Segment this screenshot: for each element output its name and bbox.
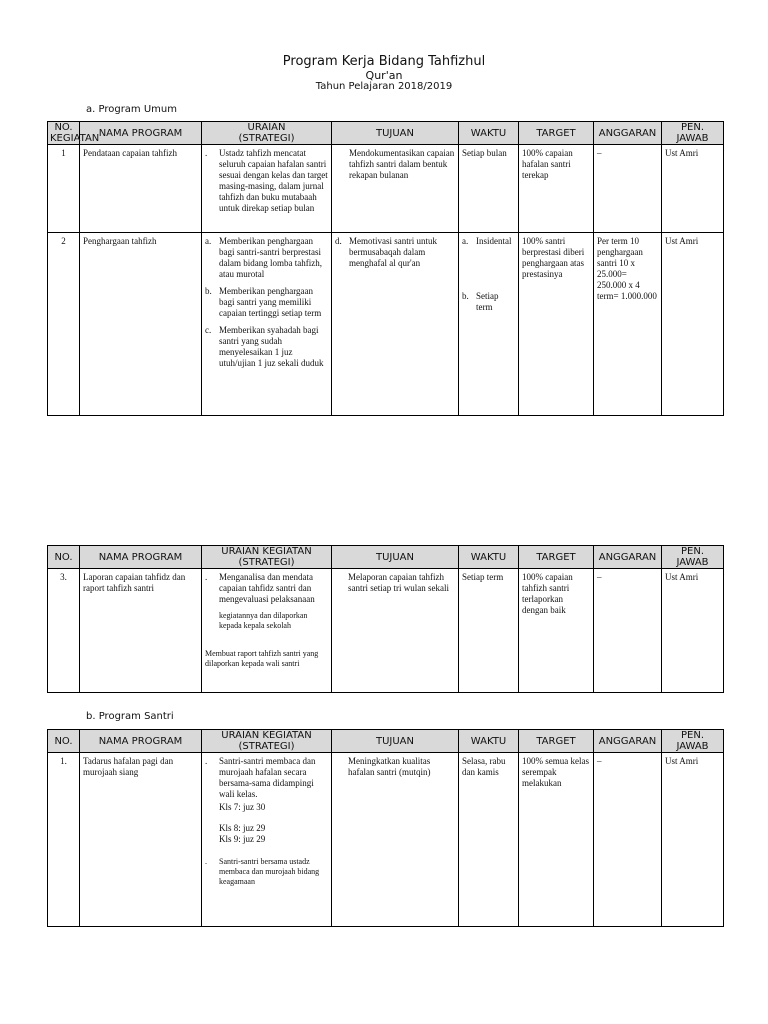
row-tujuan: Meningkatkan kualitas hafalan santri (mutqin) — [332, 753, 459, 927]
uraian-text: Ustadz tahfizh mencatat seluruh capaian hafalan santri sesuai dengan kelas dan target masing-masing, dalam jurnal tahfizh dan buku mutabaah untuk direkap setiap bulan — [219, 148, 328, 213]
header-pen-jawab: PEN. JAWAB — [662, 122, 724, 145]
uraian-text: Membuat raport tahfizh santri yang dilaporkan kepada wali santri — [205, 649, 319, 668]
program-umum-table — [47, 121, 724, 416]
uraian-text: Menganalisa dan mendata capaian tahfidz santri dan mengevaluasi pelaksanaan — [219, 572, 315, 604]
header-tujuan: TUJUAN — [332, 546, 459, 569]
row-target: 100% capaian hafalan santri terekap — [519, 145, 594, 233]
row-waktu: Setiap term — [459, 569, 519, 693]
header-kegiatan-label: KEGIATAN — [50, 133, 100, 144]
tujuan-marker: d. — [335, 236, 342, 246]
row-nama-program: Pendataan capaian tahfizh — [80, 145, 202, 233]
row-tujuan — [332, 233, 459, 416]
uraian-marker: a. — [205, 236, 212, 246]
waktu-marker: b. — [462, 291, 469, 301]
row-anggaran: – — [594, 569, 662, 693]
tujuan-text: Memotivasi santri untuk bermusabaqah dalam menghafal al qur'an — [349, 236, 437, 268]
table-row — [48, 753, 724, 927]
row-no: 3. — [48, 569, 80, 693]
header-uraian-label: URAIAN KEGIATAN — [221, 546, 312, 557]
row-uraian — [202, 233, 332, 416]
header-uraian — [202, 122, 332, 145]
waktu-text: Insidental — [476, 236, 512, 246]
row-pen-jawab: Ust Amri — [662, 569, 724, 693]
header-anggaran: ANGGARAN — [594, 730, 662, 753]
uraian-text: Kls 7: juz 30 — [219, 802, 266, 812]
waktu-item — [462, 291, 515, 313]
uraian-marker: . — [205, 148, 208, 158]
uraian-marker: . — [205, 857, 207, 866]
uraian-item — [205, 823, 328, 834]
section-a-label: a. Program Umum — [86, 104, 177, 115]
header-tujuan: TUJUAN — [332, 730, 459, 753]
header-no-label: NO. — [54, 122, 73, 133]
header-strategi-label: (STRATEGI) — [238, 133, 295, 144]
uraian-item — [205, 649, 328, 669]
document-title-line2: Qur'an — [365, 69, 403, 82]
uraian-text: Santri-santri membaca dan murojaah hafalan secara bersama-sama didampingi wali kelas. — [219, 756, 316, 799]
tujuan-item — [335, 148, 455, 181]
program-laporan-table — [47, 545, 724, 693]
header-uraian — [202, 546, 332, 569]
header-uraian-label: URAIAN — [247, 122, 286, 133]
header-pen-jawab: PEN. JAWAB — [662, 730, 724, 753]
row-waktu: Setiap bulan — [459, 145, 519, 233]
program-santri-table — [47, 729, 724, 927]
uraian-marker: . — [205, 572, 208, 582]
row-no: 2 — [48, 233, 80, 416]
row-anggaran: – — [594, 145, 662, 233]
header-anggaran: ANGGARAN — [594, 122, 662, 145]
header-nama-program: NAMA PROGRAM — [80, 730, 202, 753]
uraian-item — [205, 148, 328, 214]
header-strategi-label: (STRATEGI) — [238, 557, 295, 568]
header-no — [48, 122, 100, 145]
uraian-item — [205, 857, 328, 887]
uraian-text: kegiatannya dan dilaporkan kepada kepala sekolah — [219, 611, 308, 630]
uraian-text: Memberikan syahadah bagi santri yang sudah menyelesaikan 1 juz utuh/ujian 1 juz sekali duduk — [219, 325, 324, 368]
header-waktu: WAKTU — [459, 122, 519, 145]
row-nama-program: Penghargaan tahfizh — [80, 233, 202, 416]
row-uraian — [202, 753, 332, 927]
row-no: 1. — [48, 753, 80, 927]
header-pen-jawab: PEN. JAWAB — [662, 546, 724, 569]
uraian-marker: . — [205, 756, 208, 766]
row-nama-program: Laporan capaian tahfidz dan raport tahfizh santri — [80, 569, 202, 693]
uraian-marker: c. — [205, 325, 212, 335]
table-header-row — [48, 122, 724, 145]
uraian-item — [205, 611, 328, 631]
uraian-item — [205, 286, 328, 319]
row-nama-program: Tadarus hafalan pagi dan murojaah siang — [80, 753, 202, 927]
table-row — [48, 145, 724, 233]
header-nama-program: NAMA PROGRAM — [80, 122, 202, 145]
row-tujuan — [332, 145, 459, 233]
header-uraian-label: URAIAN KEGIATAN — [221, 730, 312, 741]
row-anggaran: Per term 10 penghargaan santri 10 x 25.000= 250.000 x 4 term= 1.000.000 — [594, 233, 662, 416]
uraian-item — [205, 802, 328, 813]
waktu-marker: a. — [462, 236, 469, 246]
table-header-row — [48, 730, 724, 753]
header-target: TARGET — [519, 122, 594, 145]
header-anggaran: ANGGARAN — [594, 546, 662, 569]
header-strategi-label: (STRATEGI) — [238, 741, 295, 752]
row-target: 100% semua kelas serempak melakukan — [519, 753, 594, 927]
uraian-text: Santri-santri bersama ustadz membaca dan murojaah bidang keagamaan — [219, 857, 320, 886]
table-header-row — [48, 546, 724, 569]
uraian-item — [205, 834, 328, 845]
row-waktu: Selasa, rabu dan kamis — [459, 753, 519, 927]
header-no: NO. — [48, 730, 80, 753]
uraian-marker: b. — [205, 286, 212, 296]
tujuan-text: Mendokumentasikan capaian tahfizh santri dalam bentuk rekapan bulanan — [349, 148, 455, 180]
header-nama-program: NAMA PROGRAM — [80, 546, 202, 569]
document-title: Program Kerja Bidang Tahfizhul — [282, 54, 486, 69]
row-target: 100% capaian tahfizh santri terlaporkan dengan baik — [519, 569, 594, 693]
row-no: 1 — [48, 145, 80, 233]
uraian-text: Memberikan penghargaan bagi santri-santri berprestasi dalam bidang lomba tahfizh, atau murotal — [219, 236, 322, 279]
waktu-text: Setiap term — [476, 291, 499, 312]
header-tujuan: TUJUAN — [332, 122, 459, 145]
row-pen-jawab: Ust Amri — [662, 233, 724, 416]
uraian-text: Kls 8: juz 29 — [219, 823, 266, 833]
row-tujuan: Melaporan capaian tahfizh santri setiap tri wulan sekali — [332, 569, 459, 693]
table-row — [48, 233, 724, 416]
row-uraian — [202, 145, 332, 233]
header-no: NO. — [48, 546, 80, 569]
header-uraian — [202, 730, 332, 753]
header-waktu: WAKTU — [459, 546, 519, 569]
header-waktu: WAKTU — [459, 730, 519, 753]
section-b-label: b. Program Santri — [86, 711, 174, 722]
header-target: TARGET — [519, 546, 594, 569]
row-uraian — [202, 569, 332, 693]
uraian-item — [205, 325, 328, 369]
tujuan-item — [335, 236, 455, 269]
uraian-item — [205, 236, 328, 280]
row-pen-jawab: Ust Amri — [662, 753, 724, 927]
row-anggaran: – — [594, 753, 662, 927]
header-target: TARGET — [519, 730, 594, 753]
academic-year: Tahun Pelajaran 2018/2019 — [315, 81, 453, 92]
row-pen-jawab: Ust Amri — [662, 145, 724, 233]
row-waktu — [459, 233, 519, 416]
uraian-item — [205, 756, 328, 800]
table-row — [48, 569, 724, 693]
uraian-item — [205, 572, 328, 605]
row-target: 100% santri berprestasi diberi penghargaan atas prestasinya — [519, 233, 594, 416]
uraian-text: Kls 9: juz 29 — [219, 834, 266, 844]
waktu-item — [462, 236, 515, 247]
uraian-text: Memberikan penghargaan bagi santri yang memiliki capaian tertinggi setiap term — [219, 286, 322, 318]
